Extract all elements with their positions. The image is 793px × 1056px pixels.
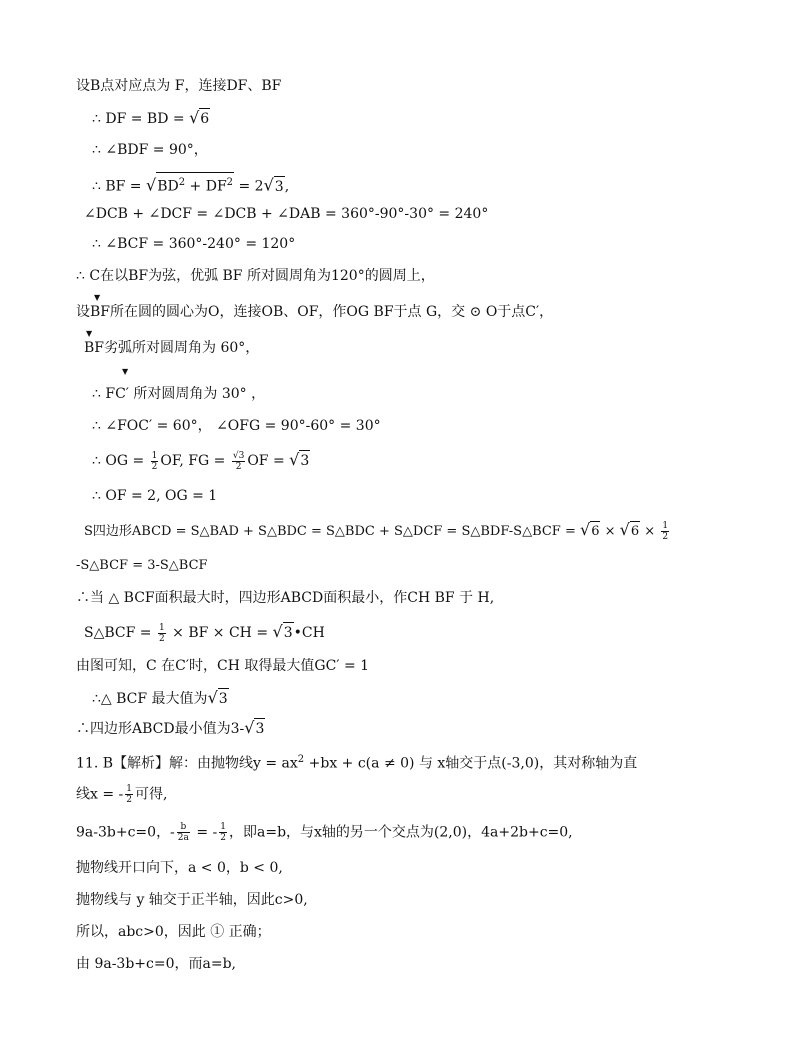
line-14: S四边形ABCD = S△BAD + S△BDC = S△BDC + S△DCF = S△BDF-S△BCF = √6 × √6 × $\frac{1}{2}$ [84, 520, 669, 542]
line-20: ∴四边形ABCD最小值为3-√3 [76, 718, 265, 737]
arc-mark-icon: ▼ [86, 329, 93, 338]
arc-mark-icon: ▼ [94, 293, 101, 302]
line-9: BF劣弧所对圆周角为 60°， [84, 340, 260, 356]
line-13: ∴ OF = 2, OG = 1 [92, 488, 218, 504]
line-10: ∴ FC′ 所对圆周角为 30° ， [92, 386, 266, 402]
line-5: ∠DCB + ∠DCF = ∠DCB + ∠DAB = 360°-90°-30° = 240° [84, 206, 489, 222]
line-1: 设B点对应点为 F，连接DF、BF [76, 78, 282, 94]
line-21: 11. B【解析】解：由抛物线$y = ax^2 +bx + c(a \ne 0)$ 与 x轴交于点(-3,0)，其对称轴为直 [76, 754, 638, 772]
line-7: ∴ C在以BF为弦，优弧 BF 所对圆周角为120°的圆周上， [76, 268, 435, 284]
line-8: 设BF所在圆的圆心为O，连接OB、OF，作OG BF于点 G，交 ⊙ O于点C′， [76, 304, 554, 320]
line-27: 由 9a-3b+c=0，而a=b, [76, 956, 237, 972]
line-11: ∴ ∠FOC′ = 60°， ∠OFG = 90°-60° = 30° [92, 418, 381, 434]
line-2: ∴ DF = BD = √6 [92, 108, 210, 127]
line-6: ∴ ∠BCF = 360°-240° = 120° [92, 236, 296, 252]
line-24: 抛物线开口向下，a < 0，b < 0, [76, 860, 283, 876]
line-16: ∴当 △ BCF面积最大时，四边形ABCD面积最小，作CH BF 于 H, [76, 590, 495, 606]
line-15: -S△BCF = 3-S△BCF [76, 558, 208, 573]
line-4: ∴ BF = $√BD^2 + DF^2 = 2√3$, [92, 172, 289, 197]
line-26: 所以，abc>0，因此 ① 正确； [76, 924, 271, 940]
line-23: 9a-3b+c=0，- $\frac{b}{2a}$ = - $\frac{1}{2}$ ，即a=b，与x轴的另一个交点为(2,0)，4a+2b+c=0, [76, 822, 573, 843]
line-25: 抛物线与 y 轴交于正半轴，因此c>0, [76, 892, 308, 908]
arc-mark-icon: ▼ [122, 367, 129, 376]
line-3: ∴ ∠BDF = 90°， [92, 142, 208, 158]
line-12: ∴ OG = $\frac{1}{2}$ OF, FG = $\frac{√3}{2}$ OF = √3 [92, 450, 310, 472]
line-17: S△BCF = $\frac{1}{2}$ × BF × CH = √3•CH [84, 622, 325, 644]
line-19: ∴△ BCF 最大值为√3 [92, 688, 228, 707]
line-22: 线x = - $\frac{1}{2}$ 可得, [76, 784, 168, 805]
line-18: 由图可知，C 在C′时，CH 取得最大值GC′ = 1 [76, 658, 370, 674]
